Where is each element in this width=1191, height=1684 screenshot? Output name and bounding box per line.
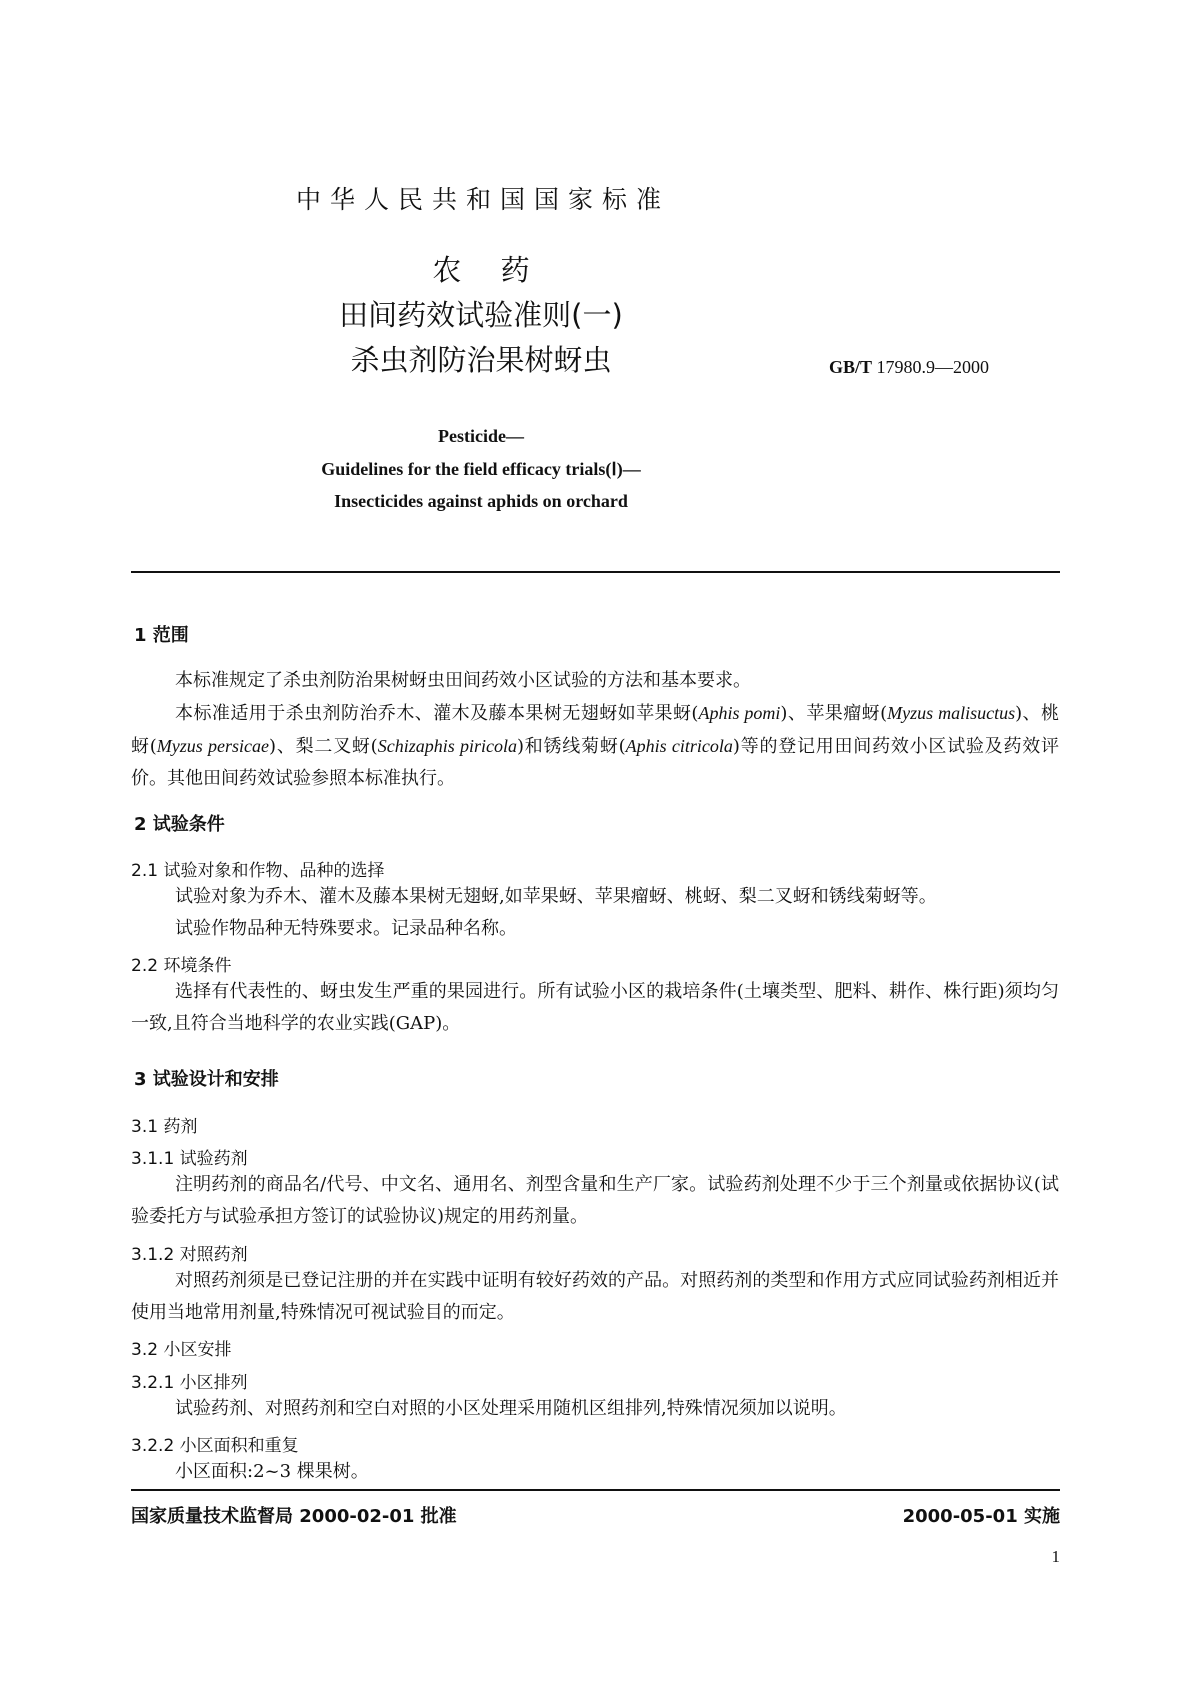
section-3-2-1-paragraph: 试验药剂、对照药剂和空白对照的小区处理采用随机区组排列,特殊情况须加以说明。 <box>175 1398 847 1419</box>
standard-number-value: 17980.9—2000 <box>876 357 990 377</box>
footer-divider <box>131 1489 1060 1491</box>
section-3-2-2-paragraph: 小区面积:2~3 棵果树。 <box>175 1461 369 1482</box>
section-2-1-heading: 2.1 试验对象和作物、品种的选择 <box>131 861 385 881</box>
english-title-line-2: Guidelines for the field efficacy trials(Ⅰ)— <box>321 459 641 479</box>
header-divider <box>131 571 1060 573</box>
scope-text: )和锈线菊蚜( <box>516 736 626 757</box>
section-3-1-2-paragraph: 对照药剂须是已登记注册的并在实践中证明有较好药效的产品。对照药剂的类型和作用方式应同试验药剂相近并使用当地常用剂量,特殊情况可视试验目的而定。 <box>131 1270 1059 1323</box>
section-3-1-heading: 3.1 药剂 <box>131 1117 198 1137</box>
standard-number <box>829 357 989 378</box>
section-2-2-heading: 2.2 环境条件 <box>131 956 232 976</box>
scope-text: )、苹果瘤蚜( <box>780 703 888 724</box>
section-3-2-heading: 3.2 小区安排 <box>131 1340 232 1360</box>
scope-text: )、梨二叉蚜( <box>269 736 378 757</box>
section-1-paragraph-2 <box>131 697 1059 795</box>
implementation-date: 2000-05-01 实施 <box>902 1506 1060 1527</box>
species-name: Schizaphis piricola <box>377 736 517 756</box>
species-name: Myzus malisuctus <box>887 703 1016 723</box>
scope-text: )、桃蚜( <box>131 703 1060 757</box>
section-3-heading: 3 试验设计和安排 <box>134 1069 279 1090</box>
species-name: Aphis citricola <box>625 736 733 756</box>
country-standard-title: 中华人民共和国国家标准 <box>296 185 671 214</box>
section-2-1-paragraph-2: 试验作物品种无特殊要求。记录品种名称。 <box>175 918 517 939</box>
title-line-2: 田间药效试验准则(一) <box>339 298 623 332</box>
species-name: Myzus persicae <box>156 736 270 756</box>
english-title-line-3: Insecticides against aphids on orchard <box>334 491 628 511</box>
page-number: 1 <box>1051 1547 1060 1566</box>
section-2-heading: 2 试验条件 <box>134 814 225 835</box>
title-line-1: 农 药 <box>432 253 530 287</box>
section-1-heading: 1 范围 <box>134 625 189 646</box>
scope-text: )等的登记用田间药效小区试验及药效评价。其他田间药效试验参照本标准执行。 <box>131 736 1059 789</box>
section-1-paragraph-1: 本标准规定了杀虫剂防治果树蚜虫田间药效小区试验的方法和基本要求。 <box>175 670 751 691</box>
standard-prefix: GB/T <box>829 357 873 377</box>
section-2-1-paragraph-1: 试验对象为乔木、灌木及藤本果树无翅蚜,如苹果蚜、苹果瘤蚜、桃蚜、梨二叉蚜和锈线菊蚜等。 <box>175 886 937 907</box>
section-3-1-1-heading: 3.1.1 试验药剂 <box>131 1149 248 1169</box>
species-name: Aphis pomi <box>698 703 781 723</box>
section-3-2-2-heading: 3.2.2 小区面积和重复 <box>131 1436 299 1456</box>
approval-date: 国家质量技术监督局 2000-02-01 批准 <box>131 1506 457 1527</box>
section-3-2-1-heading: 3.2.1 小区排列 <box>131 1373 248 1393</box>
section-3-1-1-paragraph: 注明药剂的商品名/代号、中文名、通用名、剂型含量和生产厂家。试验药剂处理不少于三个剂量或依据协议(试验委托方与试验承担方签订的试验协议)规定的用药剂量。 <box>131 1174 1059 1227</box>
english-title-line-1: Pesticide— <box>438 426 524 446</box>
scope-text: 本标准适用于杀虫剂防治乔木、灌木及藤本果树无翅蚜如苹果蚜( <box>175 703 699 724</box>
section-2-2-paragraph-1: 选择有代表性的、蚜虫发生严重的果园进行。所有试验小区的栽培条件(土壤类型、肥料、耕作、株行距)须均匀一致,且符合当地科学的农业实践(GAP)。 <box>131 981 1059 1034</box>
title-line-3: 杀虫剂防治果树蚜虫 <box>350 343 612 377</box>
section-3-1-2-heading: 3.1.2 对照药剂 <box>131 1245 248 1265</box>
